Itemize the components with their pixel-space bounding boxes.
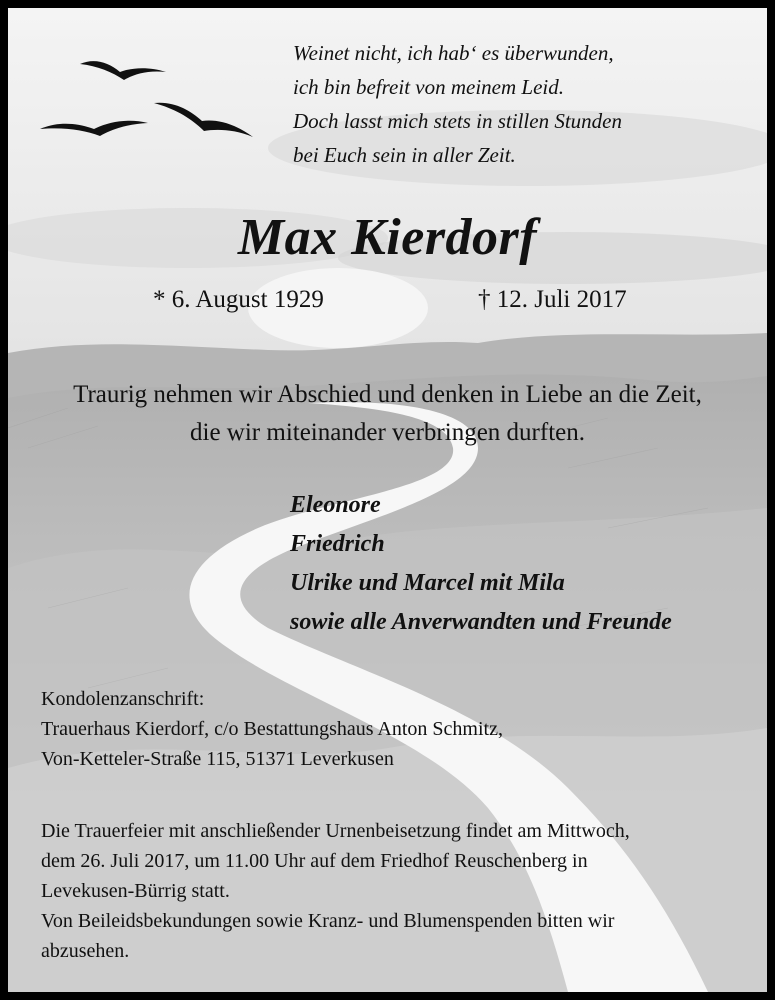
ceremony-line: Die Trauerfeier mit anschließender Urnenbeisetzung findet am Mittwoch, [41, 820, 630, 842]
poem-line: Doch lasst mich stets in stillen Stunden [293, 109, 622, 133]
bird-icon [80, 61, 166, 80]
mourner-name: Ulrike und Marcel mit Mila [290, 570, 565, 596]
ceremony-info [41, 816, 630, 966]
farewell-line: Traurig nehmen wir Abschied und denken in Liebe an die Zeit, [73, 381, 702, 408]
ceremony-line: abzusehen. [41, 940, 130, 962]
deceased-name: Max Kierdorf [237, 209, 538, 266]
mourners-list [290, 486, 672, 642]
farewell-text [8, 376, 767, 452]
ceremony-line: Von Beileidsbekundungen sowie Kranz- und Blumenspenden bitten wir [41, 910, 615, 932]
bird-icon [154, 103, 253, 137]
mourner-name: Friedrich [290, 531, 385, 557]
death-date: † 12. Juli 2017 [478, 286, 627, 313]
address-label: Kondolenzanschrift: [41, 688, 205, 710]
farewell-line: die wir miteinander verbringen durften. [190, 419, 585, 446]
birth-date: * 6. August 1929 [153, 286, 324, 313]
address-line: Von-Ketteler-Straße 115, 51371 Leverkusen [41, 748, 394, 770]
bird-icon [40, 121, 148, 136]
poem [293, 36, 622, 172]
poem-line: Weinet nicht, ich hab‘ es überwunden, [293, 41, 614, 65]
poem-line: ich bin befreit von meinem Leid. [293, 75, 564, 99]
mourner-name: Eleonore [290, 492, 381, 518]
ceremony-line: Levekusen-Bürrig statt. [41, 880, 230, 902]
mourner-name: sowie alle Anverwandten und Freunde [290, 609, 672, 635]
ceremony-line: dem 26. Juli 2017, um 11.00 Uhr auf dem Friedhof Reuschenberg in [41, 850, 588, 872]
condolence-address [41, 684, 503, 774]
address-line: Trauerhaus Kierdorf, c/o Bestattungshaus Anton Schmitz, [41, 718, 503, 740]
poem-line: bei Euch sein in aller Zeit. [293, 143, 516, 167]
